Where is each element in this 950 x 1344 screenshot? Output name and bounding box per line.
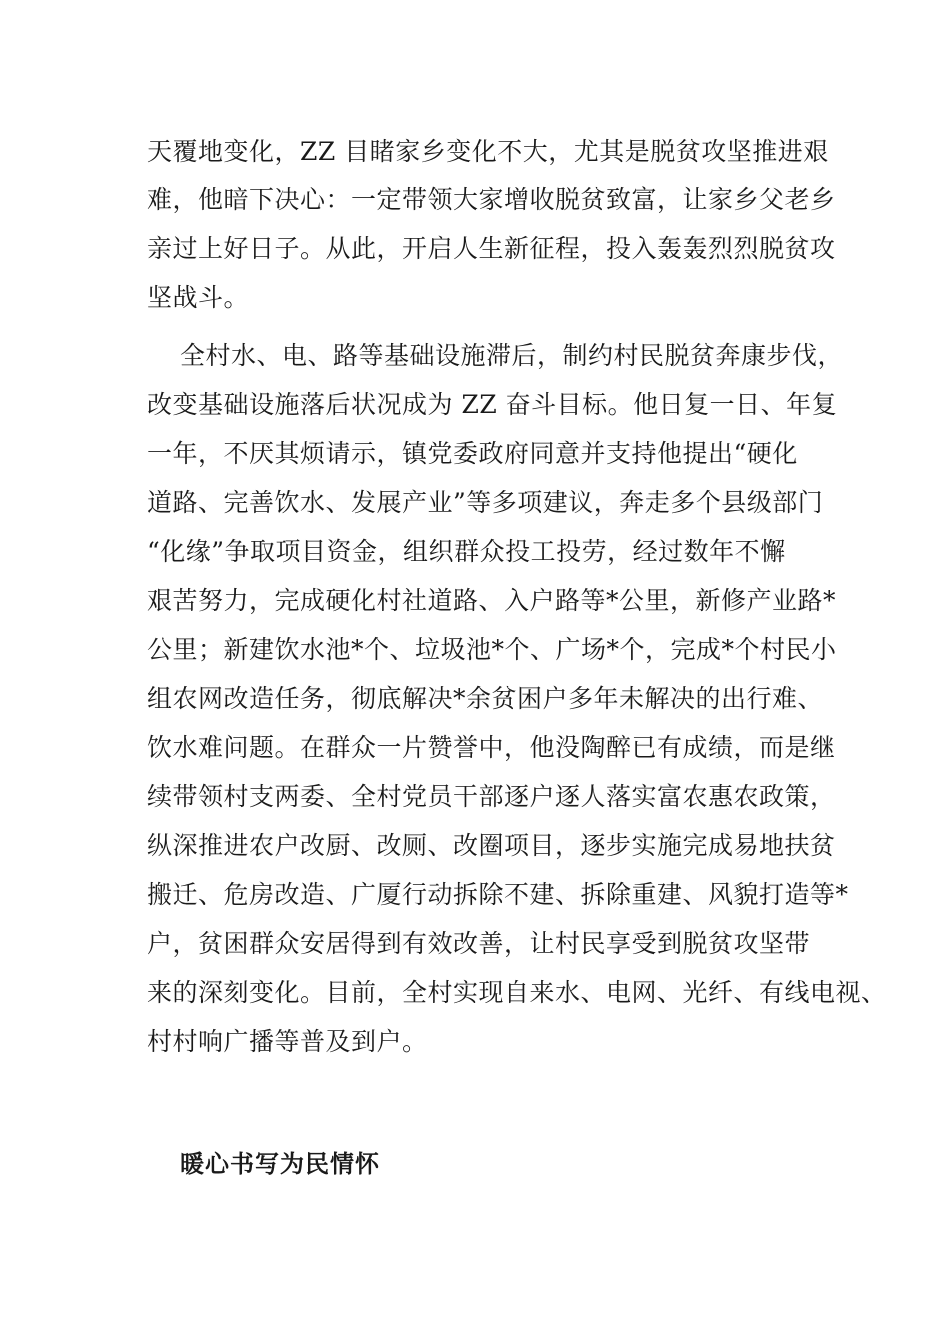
text-line: 搬迁、危房改造、广厦行动拆除不建、拆除重建、风貌打造等* — [147, 880, 849, 909]
text-line: 艰苦努力，完成硬化村社道路、入户路等*公里，新修产业路* — [147, 586, 837, 615]
text-line: 村村响广播等普及到户。 — [147, 1027, 428, 1056]
text-line: 难，他暗下决心：一定带领大家增收脱贫致富，让家乡父老乡 — [147, 185, 836, 214]
text-line: 组农网改造任务，彻底解决*余贫困户多年未解决的出行难、 — [147, 684, 824, 713]
text-line: 户，贫困群众安居得到有效改善，让村民享受到脱贫攻坚带 — [147, 929, 811, 958]
text-line: 纵深推进农户改厨、改厕、改圈项目，逐步实施完成易地扶贫 — [147, 831, 836, 860]
text-line: 来的深刻变化。目前，全村实现自来水、电网、光纤、有线电视、 — [147, 978, 887, 1007]
text-line: 续带领村支两委、全村党员干部逐户逐人落实富农惠农政策， — [147, 782, 836, 811]
text-line: 天覆地变化，ZZ 目睹家乡变化不大，尤其是脱贫攻坚推进艰 — [147, 137, 829, 166]
text-line: 一年，不厌其烦请示，镇党委政府同意并支持他提出“硬化 — [147, 439, 798, 468]
section-heading: 暖心书写为民情怀 — [180, 1149, 380, 1178]
text-line: 公里；新建饮水池*个、垃圾池*个、广场*个，完成*个村民小 — [147, 635, 837, 664]
text-line: 改变基础设施落后状况成为 ZZ 奋斗目标。他日复一日、年复 — [147, 390, 838, 419]
text-line: 道路、完善饮水、发展产业”等多项建议，奔走多个县级部门 — [147, 488, 824, 517]
text-line: “化缘”争取项目资金，组织群众投工投劳，经过数年不懈 — [147, 537, 786, 566]
text-line: 饮水难问题。在群众一片赞誉中，他没陶醉已有成绩，而是继 — [147, 733, 836, 762]
text-line: 全村水、电、路等基础设施滞后，制约村民脱贫奔康步伐， — [180, 341, 844, 370]
text-line: 坚战斗。 — [147, 283, 250, 312]
text-line: 亲过上好日子。从此，开启人生新征程，投入轰轰烈烈脱贫攻 — [147, 234, 836, 263]
